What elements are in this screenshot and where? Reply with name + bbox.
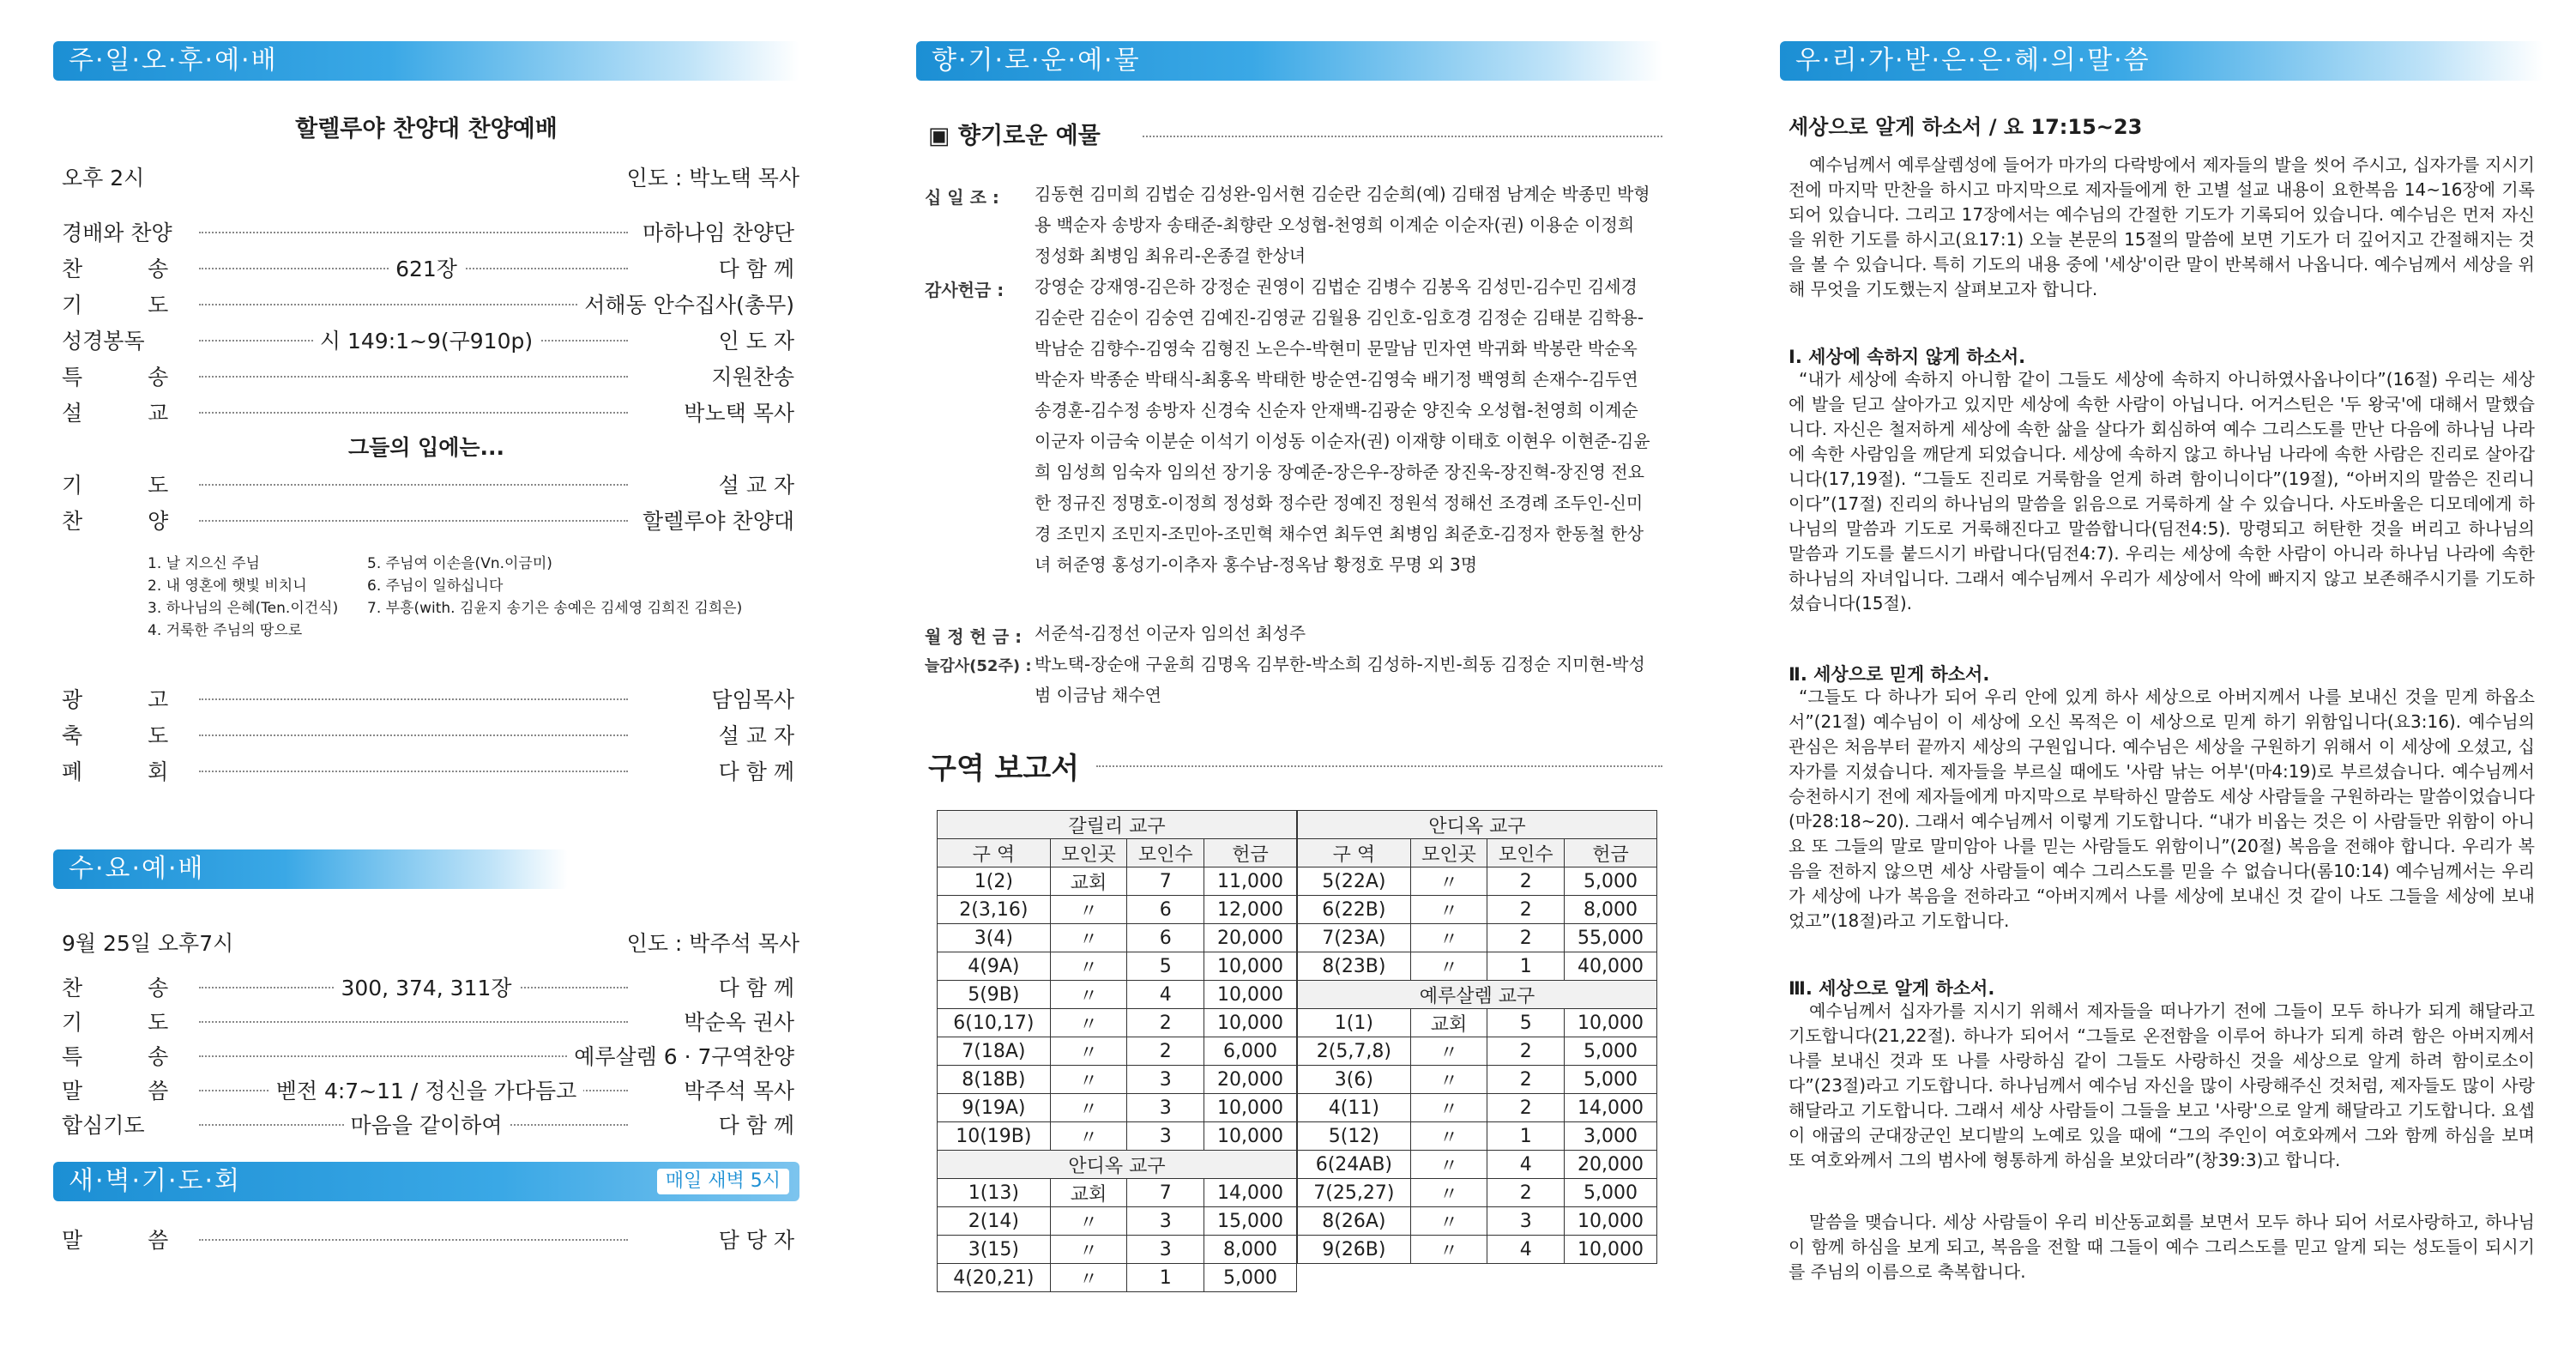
table-cell: 4(20,21) [938, 1264, 1051, 1292]
offerings-subtitle: ▣ 향기로운 예물 [928, 123, 1101, 149]
leader-dots [199, 1239, 628, 1241]
column-header: 구 역 [1298, 839, 1411, 867]
table-cell: 4 [1127, 981, 1204, 1009]
table-cell: 3 [1127, 1236, 1204, 1264]
order-row [53, 719, 799, 750]
table-cell: 〃 [1410, 1037, 1487, 1066]
table-cell: 5,000 [1204, 1264, 1297, 1292]
table-cell: 2(14) [938, 1207, 1051, 1236]
wed-leader: 인도 : 박주석 목사 [626, 931, 799, 956]
leader-dots [199, 520, 628, 522]
table-cell: 7(25,27) [1298, 1179, 1411, 1207]
table-cell: 2 [1487, 924, 1565, 952]
order-row [53, 1224, 799, 1254]
table-cell: 〃 [1050, 981, 1127, 1009]
order-row [53, 216, 799, 247]
table-cell: 〃 [1050, 1009, 1127, 1037]
leader-dots [199, 1055, 628, 1057]
table-cell: 2 [1127, 1009, 1204, 1037]
intro-paragraph: 예수님께서 예루살렘성에 들어가 마가의 다락방에서 제자들의 발을 씻어 주시고, 십자가를 지시기 전에 마지막 만찬을 하시고 마지막으로 제자들에게 한 고별 설교 내용이 요한복음 14~16장에 기록되어 있습니다. 그리고 17장에서는 예수님의 간절한 기도가 기록되어 있습니다. 예수님은 먼저 자신을 위한 기도를 하시고(요17:1) 오늘 본문의 15절의 말씀에 보면 기도가 더 깊어지고 간절해지는 것을 볼 수 있습니다. 특히 기도의 내용 중에 '세상'이란 말이 반복해서 나옵니다. 예수님께서 세상을 위해 무엇을 기도했는지 살펴보고자 합니다. [1789, 154, 2535, 299]
table-cell: 5 [1487, 1009, 1565, 1037]
order-label: 기 도 [62, 468, 202, 499]
table-cell: 3(4) [938, 924, 1051, 952]
order-detail [53, 324, 799, 355]
table-cell: 〃 [1050, 1037, 1127, 1066]
monthly-label: 월 정 헌 금 : [925, 626, 1023, 647]
table-row [938, 1207, 1297, 1236]
table-cell: 10,000 [1565, 1009, 1657, 1037]
order-detail-text: 시 149:1~9(구910p) [313, 329, 540, 354]
song-item: 6. 주님이 일하십니다 [367, 577, 504, 595]
table-cell: 〃 [1410, 1207, 1487, 1236]
table-cell: 7(18A) [938, 1037, 1051, 1066]
order-label: 경배와 찬양 [62, 216, 178, 247]
table-cell: 〃 [1050, 1094, 1127, 1122]
dawn-prayer-banner [53, 1162, 799, 1201]
wednesday-service-banner [53, 849, 568, 889]
table-row [938, 1179, 1297, 1207]
galilee-antioch-table [937, 810, 1297, 1292]
table-cell: 9(26B) [1298, 1236, 1411, 1264]
report-title: 구역 보고서 [928, 752, 1080, 786]
column-header: 헌금 [1204, 839, 1297, 867]
column-header: 구 역 [938, 839, 1051, 867]
order-detail-text: 벧전 4:7~11 / 정신을 가다듬고 [269, 1079, 584, 1103]
table-cell: 6(24AB) [1298, 1151, 1411, 1179]
tithe-label: 십 일 조 : [925, 187, 999, 208]
table-row [938, 1037, 1297, 1066]
table-cell: 55,000 [1565, 924, 1657, 952]
table-cell: 2 [1487, 1179, 1565, 1207]
table-cell: 3(15) [938, 1236, 1051, 1264]
table-cell: 〃 [1410, 867, 1487, 896]
table-cell: 1(13) [938, 1179, 1051, 1207]
table-cell: 5,000 [1565, 867, 1657, 896]
order-label: 찬 양 [62, 505, 202, 535]
district-group-title: 갈릴리 교구 [938, 811, 1297, 839]
table-cell: 1(2) [938, 867, 1051, 896]
song-item: 3. 하나님의 은혜(Ten.이건식) [148, 600, 339, 617]
order-row [53, 1040, 799, 1071]
table-cell: 〃 [1410, 1122, 1487, 1151]
table-cell: 〃 [1050, 1264, 1127, 1292]
order-label: 기 도 [62, 1006, 202, 1037]
order-value: 설 교 자 [712, 468, 799, 499]
table-cell: 15,000 [1204, 1207, 1297, 1236]
table-cell: 9(19A) [938, 1094, 1051, 1122]
table-row [1298, 811, 1657, 839]
table-cell: 2(5,7,8) [1298, 1037, 1411, 1066]
table-cell: 5,000 [1565, 1179, 1657, 1207]
service-leader: 인도 : 박노택 목사 [626, 166, 799, 190]
table-cell: 3 [1127, 1066, 1204, 1094]
order-value: 박순옥 권사 [677, 1006, 799, 1037]
service-time: 오후 2시 [62, 166, 145, 190]
table-row [938, 1236, 1297, 1264]
table-cell: 4(11) [1298, 1094, 1411, 1122]
table-cell: 2 [1487, 1066, 1565, 1094]
table-cell: 4 [1487, 1236, 1565, 1264]
order-value: 담 당 자 [712, 1224, 799, 1254]
order-row [53, 396, 799, 427]
table-cell: 10,000 [1204, 952, 1297, 981]
table-cell: 10,000 [1565, 1207, 1657, 1236]
song-item: 4. 거룩한 주님의 땅으로 [148, 622, 303, 639]
table-cell: 3,000 [1565, 1122, 1657, 1151]
order-label: 축 도 [62, 719, 202, 750]
order-label: 설 교 [62, 396, 202, 427]
order-label: 합심기도 [62, 1109, 150, 1139]
order-label: 특 송 [62, 1040, 202, 1071]
order-label: 성경봉독 [62, 324, 150, 355]
table-row [938, 981, 1297, 1009]
banner-title: 향·기·로·운·예·물 [932, 45, 1141, 76]
table-header-row [1298, 839, 1657, 867]
table-row [938, 1264, 1297, 1292]
order-row [53, 1109, 799, 1139]
banner-title: 수·요·예·배 [69, 854, 205, 884]
table-row [938, 867, 1297, 896]
order-label: 말 씀 [62, 1074, 202, 1105]
table-cell: 10(19B) [938, 1122, 1051, 1151]
table-cell: 6 [1127, 924, 1204, 952]
afternoon-service-banner [53, 41, 799, 81]
table-row [1298, 1151, 1657, 1179]
offerings-column [916, 0, 1662, 1348]
order-value: 예루살렘 6 · 7구역찬양 [567, 1040, 799, 1071]
wed-time: 9월 25일 오후7시 [62, 931, 234, 956]
order-label: 폐 회 [62, 755, 202, 786]
section-2-body: “그들도 다 하나가 되어 우리 안에 있게 하사 세상으로 아버지께서 나를 보내신 것을 믿게 하옵소서”(21절) 예수님이 이 세상에 오신 목적은 이 세상으로 믿게 하기 위함입니다(요3:16). 예수님의 관심은 처음부터 끝까지 세상의 구원입니다. 예수님은 세상을 구원하기 위해서 이 세상에 오셨고, 십자가를 지셨습니다. 제자들을 부르실 때에도 '사람 낚는 어부'(마4:19)로 부르셨습니다. 예수님께서 승천하시기 전에 제자들에게 마지막으로 부탁하신 말씀도 세상 사람들을 구원하라는 말씀이었습니다(마28:18~20). 그래서 예수님께서 이렇게 기도합니다. “내가 비옵는 것은 이 사람들만 위함이 아니요 또 그들의 말로 말미암아 나를 믿는 사람들도 위함이니”(20절) 복음을 전해야 합니다. 우리가 복음을 전하지 않으면 세상 사람들이 예수 그리스도를 믿을 수 없습니다(롬10:14) 예수님께서는 우리가 세상에 나가 복음을 전하라고 “아버지께서 나를 세상에 보내신 것 같이 나도 그들을 세상에 보내었고”(18절)라고 기도합니다. [1789, 686, 2535, 931]
table-cell: 2(3,16) [938, 896, 1051, 924]
offerings-banner [916, 41, 1662, 81]
table-row [938, 1122, 1297, 1151]
table-cell: 10,000 [1565, 1236, 1657, 1264]
order-value: 인 도 자 [712, 324, 799, 355]
order-row [53, 505, 799, 535]
section-3-head: Ⅲ. 세상으로 알게 하소서. [1789, 978, 1995, 999]
order-label: 광 고 [62, 683, 202, 714]
table-row [1298, 1094, 1657, 1122]
table-cell: 5(12) [1298, 1122, 1411, 1151]
tithe-names: 김동현 김미희 김법순 김성완-임서현 김순란 김순희(예) 김태점 남계순 박종민 박형용 백순자 송방자 송태준-최향란 오성협-천영희 이계순 이순자(권) 이용순 이정희 정성화 최병임 최유리-온종걸 한상녀 [1035, 184, 1650, 266]
order-value: 다 함 께 [712, 755, 799, 786]
song-item: 1. 날 지으신 주님 [148, 555, 260, 572]
column-header: 모인곳 [1050, 839, 1127, 867]
table-row [1298, 924, 1657, 952]
table-cell: 3 [1127, 1094, 1204, 1122]
table-cell: 〃 [1410, 1094, 1487, 1122]
table-cell: 6,000 [1204, 1037, 1297, 1066]
song-list-right [367, 553, 742, 620]
order-value: 박주석 목사 [677, 1074, 799, 1105]
leader-dots [199, 484, 628, 486]
order-detail [53, 1109, 799, 1139]
song-item: 5. 주님여 이손을(Vn.이금미) [367, 555, 552, 572]
order-label: 특 송 [62, 360, 202, 391]
monthly-names: 서준석-김정선 이군자 임의선 최성주 [1035, 623, 1306, 644]
report-dots [1096, 765, 1662, 767]
table-row [1298, 896, 1657, 924]
order-detail-text: 621장 [389, 257, 464, 281]
always-thanks-label: 늘감사(52주) : [925, 657, 1032, 675]
order-row [53, 468, 799, 499]
table-cell: 5(22A) [1298, 867, 1411, 896]
leader-dots [199, 412, 628, 414]
order-row [53, 288, 799, 319]
table-row [938, 811, 1297, 839]
table-cell: 1 [1127, 1264, 1204, 1292]
table-cell: 6 [1127, 896, 1204, 924]
song-item: 7. 부흥(with. 김윤지 송기은 송예은 김세영 김희진 김희은) [367, 600, 743, 617]
table-cell: 5,000 [1565, 1037, 1657, 1066]
table-cell: 10,000 [1204, 1094, 1297, 1122]
table-row [938, 924, 1297, 952]
column-header: 헌금 [1565, 839, 1657, 867]
order-label: 찬 송 [62, 971, 202, 1002]
table-cell: 40,000 [1565, 952, 1657, 981]
song-item: 2. 내 영혼에 햇빛 비치니 [148, 577, 307, 595]
table-cell: 12,000 [1204, 896, 1297, 924]
table-cell: 6(10,17) [938, 1009, 1051, 1037]
table-cell: 2 [1487, 896, 1565, 924]
banner-title: 새·벽·기·도·회 [69, 1166, 242, 1196]
section-1-body: “내가 세상에 속하지 아니함 같이 그들도 세상에 속하지 아니하였사옵나이다”(16절) 우리는 세상에 발을 딛고 살아가고 있지만 세상에 속한 사람이 아닙니다. 어거스틴은 '두 왕국'에 대해서 말했습니다. 자신은 철저하게 세상에 속한 삶을 살다가 회심하여 예수 그리스도를 만난 다음에 하나님 나라에 속한 사람임을 깨닫게 되었습니다. 세상에 속하지 않고 하나님 나라에 속한 사람은 진리로 살아갑니다(17,19절). “그들도 진리로 거룩함을 얻게 하려 함이니이다”(19절), “아버지의 말씀은 진리니이다”(17절) 진리의 하나님의 말씀을 읽음으로 거룩하게 살 수 있습니다. 사도바울은 디모데에게 하나님의 말씀과 기도로 거룩해진다고 말씀합니다(딤전4:5). 망령되고 허탄한 것을 버리고 하나님의 말씀과 기도를 붙드시기 바랍니다(딤전4:7). 우리는 세상에 속한 사람이 아니라 하나님 나라에 속한 하나님의 자녀입니다. 그래서 예수님께서 우리가 세상에서 악에 빠지지 않고 보존해주시기를 기도하셨습니다(15절). [1789, 369, 2535, 614]
table-cell: 〃 [1050, 924, 1127, 952]
thanks-names: 강영순 강재영-김은하 강정순 권영이 김법순 김병수 김봉옥 김성민-김수민 김세경 김순란 김순이 김숭연 김예진-김영균 김월용 김인호-임호경 김정순 김태분 김학용-박남순 김향수-김영숙 김형진 노은수-박현미 문말남 민자연 박귀화 박봉란 박순옥 박순자 박종순 박태식-최홍옥 박태한 방순연-김영숙 배기정 백영희 손재수-김두연 송경훈-김수정 송방자 신경숙 신순자 안재백-김광순 양진숙 오성협-천영희 이계순 이군자 이금숙 이분순 이석기 이성동 이순자(권) 이재향 이태호 이현우 이현준-김윤희 임성희 임숙자 임의선 장기웅 장예준-장은우-장하준 장진욱-장진혁-장진영 전요한 정규진 정명호-이정희 정성화 정수란 정예진 정원석 정해선 조경례 조두인-신미경 조민지 조민지-조민아-조민혁 채수연 최두연 최병임 최준호-김정자 한동철 한상녀 허준영 홍성기-이추자 홍수남-정옥남 황정호 무명 외 3명 [1035, 276, 1650, 575]
table-cell: 8,000 [1204, 1236, 1297, 1264]
table-cell: 〃 [1410, 924, 1487, 952]
table-cell: 3 [1487, 1207, 1565, 1236]
table-row [938, 1094, 1297, 1122]
leader-dots [199, 1021, 628, 1023]
table-cell: 2 [1487, 867, 1565, 896]
column-header: 모인수 [1487, 839, 1565, 867]
order-label: 기 도 [62, 288, 202, 319]
antioch-jerusalem-table [1297, 810, 1657, 1264]
table-cell: 〃 [1050, 952, 1127, 981]
order-value: 설 교 자 [712, 719, 799, 750]
table-row [1298, 981, 1657, 1009]
table-row [1298, 1009, 1657, 1037]
table-row [938, 1066, 1297, 1094]
leader-dots [199, 304, 628, 305]
order-value: 박노택 목사 [677, 396, 799, 427]
order-row [53, 755, 799, 786]
table-row [1298, 1207, 1657, 1236]
table-cell: 〃 [1050, 1066, 1127, 1094]
column-header: 모인수 [1127, 839, 1204, 867]
column-header: 모인곳 [1410, 839, 1487, 867]
table-cell: 10,000 [1204, 1122, 1297, 1151]
table-cell: 〃 [1050, 1207, 1127, 1236]
table-cell: 3(6) [1298, 1066, 1411, 1094]
sermon-column [1780, 0, 2543, 1348]
table-row [938, 952, 1297, 981]
order-label: 말 씀 [62, 1224, 202, 1254]
district-group-title: 예루살렘 교구 [1298, 981, 1657, 1009]
table-cell: 14,000 [1565, 1094, 1657, 1122]
sermon-title: 그들의 입에는... [347, 435, 505, 460]
table-cell: 8(23B) [1298, 952, 1411, 981]
banner-title: 주·일·오·후·예·배 [69, 45, 278, 76]
order-row [53, 683, 799, 714]
table-row [1298, 1066, 1657, 1094]
order-row [53, 1006, 799, 1037]
closing-paragraph: 말씀을 맺습니다. 세상 사람들이 우리 비산동교회를 보면서 모두 하나 되어 서로사랑하고, 하나님이 함께 하심을 보게 되고, 복음을 전할 때 그들이 예수 그리스도를 믿고 알게 되는 성도들이 되시기를 주님의 이름으로 축복합니다. [1789, 1212, 2535, 1282]
table-cell: 5(9B) [938, 981, 1051, 1009]
leader-dots [199, 771, 628, 772]
order-value: 지원찬송 [704, 360, 799, 391]
table-cell: 14,000 [1204, 1179, 1297, 1207]
district-group-title: 안디옥 교구 [1298, 811, 1657, 839]
table-cell: 11,000 [1204, 867, 1297, 896]
table-cell: 20,000 [1204, 924, 1297, 952]
table-cell: 〃 [1410, 1151, 1487, 1179]
table-cell: 교회 [1050, 1179, 1127, 1207]
leader-dots [199, 232, 628, 233]
always-thanks-names: 박노택-장순애 구윤희 김명옥 김부한-박소희 김성하-지빈-희동 김정순 지미현-박성범 이금남 채수연 [1035, 654, 1645, 705]
table-row [938, 1009, 1297, 1037]
table-row [938, 1151, 1297, 1179]
table-cell: 〃 [1050, 1122, 1127, 1151]
order-detail-text: 300, 374, 311장 [334, 976, 518, 1000]
table-cell: 1(1) [1298, 1009, 1411, 1037]
sermon-title: 세상으로 알게 하소서 / 요 17:15~23 [1789, 115, 2143, 139]
dawn-time-tag: 매일 새벽 5시 [657, 1169, 789, 1194]
order-value: 다 함 께 [712, 252, 799, 283]
song-list-left [148, 553, 338, 642]
subtitle-dots [1143, 136, 1662, 137]
sermon-banner [1780, 41, 2543, 81]
worship-order-column [53, 0, 799, 1348]
table-cell: 〃 [1410, 1066, 1487, 1094]
table-cell: 1 [1487, 1122, 1565, 1151]
service-title: 할렐루야 찬양대 찬양예배 [295, 116, 558, 142]
table-cell: 7(23A) [1298, 924, 1411, 952]
table-cell: 4 [1487, 1151, 1565, 1179]
table-cell: 8(26A) [1298, 1207, 1411, 1236]
table-row [1298, 1037, 1657, 1066]
table-cell: 2 [1127, 1037, 1204, 1066]
table-cell: 2 [1487, 1037, 1565, 1066]
table-row [1298, 952, 1657, 981]
table-cell: 20,000 [1565, 1151, 1657, 1179]
table-cell: 1 [1487, 952, 1565, 981]
table-row [938, 896, 1297, 924]
table-row [1298, 867, 1657, 896]
order-row [53, 252, 799, 283]
table-row [1298, 1122, 1657, 1151]
table-cell: 교회 [1050, 867, 1127, 896]
table-cell: 3 [1127, 1122, 1204, 1151]
order-detail [53, 252, 799, 283]
table-cell: 〃 [1050, 896, 1127, 924]
banner-title: 우·리·가·받·은·은·혜·의·말·씀 [1795, 45, 2151, 76]
table-cell: 3 [1127, 1207, 1204, 1236]
table-header-row [938, 839, 1297, 867]
order-value: 할렐루야 찬양대 [636, 505, 799, 535]
order-value: 다 함 께 [712, 971, 799, 1002]
table-cell: 〃 [1410, 896, 1487, 924]
order-value: 담임목사 [704, 683, 799, 714]
order-row [53, 971, 799, 1002]
district-group-title: 안디옥 교구 [938, 1151, 1297, 1179]
table-cell: 〃 [1050, 1236, 1127, 1264]
table-cell: 10,000 [1204, 981, 1297, 1009]
leader-dots [199, 734, 628, 736]
leader-dots [199, 698, 628, 700]
order-row [53, 324, 799, 355]
thanks-label: 감사헌금 : [925, 280, 1004, 300]
table-cell: 20,000 [1204, 1066, 1297, 1094]
table-cell: 〃 [1410, 1179, 1487, 1207]
table-cell: 7 [1127, 1179, 1204, 1207]
table-cell: 4(9A) [938, 952, 1051, 981]
leader-dots [199, 376, 628, 378]
table-cell: 6(22B) [1298, 896, 1411, 924]
table-cell: 2 [1487, 1094, 1565, 1122]
table-cell: 10,000 [1204, 1009, 1297, 1037]
order-value: 서해동 안수집사(총무) [577, 288, 799, 319]
order-detail-text: 마음을 같이하여 [344, 1113, 510, 1138]
table-row [1298, 1236, 1657, 1264]
order-label: 찬 송 [62, 252, 202, 283]
table-cell: 〃 [1410, 1236, 1487, 1264]
order-detail [53, 971, 799, 1002]
table-row [1298, 1179, 1657, 1207]
section-2-head: Ⅱ. 세상으로 믿게 하소서. [1789, 664, 1990, 685]
order-row [53, 360, 799, 391]
order-value: 마하나임 찬양단 [636, 216, 799, 247]
table-cell: 5,000 [1565, 1066, 1657, 1094]
section-1-head: Ⅰ. 세상에 속하지 않게 하소서. [1789, 347, 2026, 367]
table-cell: 8,000 [1565, 896, 1657, 924]
table-cell: 교회 [1410, 1009, 1487, 1037]
table-cell: 〃 [1410, 952, 1487, 981]
section-3-body: 예수님께서 십자가를 지시기 위해서 제자들을 떠나가기 전에 그들이 모두 하나가 되게 해달라고 기도합니다(21,22절). 하나가 되어서 “그들로 온전함을 이루어 하나가 되게 하려 함은 아버지께서 나를 보내신 것과 또 나를 사랑하심 같이 그들도 사랑하신 것을 세상으로 알게 하려 함이로소이다”(23절)라고 기도합니다. 하나님께서 예수님 자신을 많이 사랑해주신 것처럼, 제자들도 많이 사랑해달라고 기도합니다. 그래서 세상 사람들이 그들을 보고 '사랑'으로 알게 해달라고 기도합니다. 요셉이 애굽의 군대장군인 보디발의 노예로 있을 때에 “그의 주인이 여호와께서 그와 함께 하심을 보며 또 여호와께서 그의 범사에 형통하게 하심을 보았더라”(창39:3)고 합니다. [1789, 1000, 2535, 1170]
table-cell: 5 [1127, 952, 1204, 981]
table-cell: 7 [1127, 867, 1204, 896]
order-value: 다 함 께 [712, 1109, 799, 1139]
order-row [53, 1074, 799, 1105]
table-cell: 8(18B) [938, 1066, 1051, 1094]
